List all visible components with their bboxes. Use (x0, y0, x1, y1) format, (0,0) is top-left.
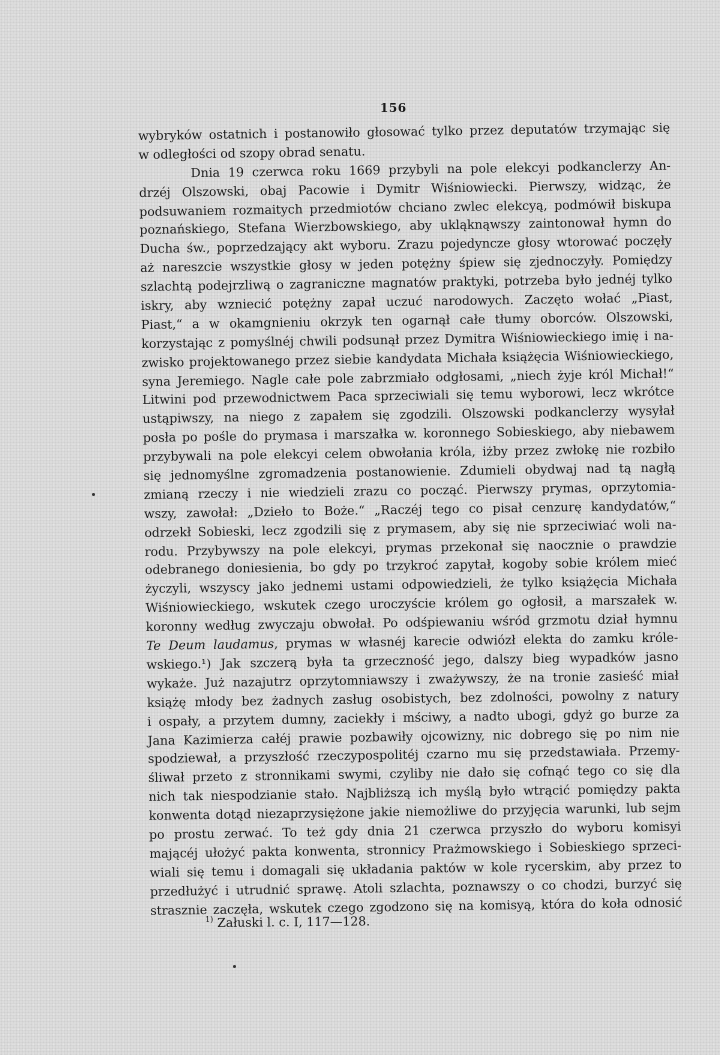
text-line: Ducha św., poprzedzający akt wyboru. Zrazu pojedyncze głosy wtorować poczęły (139, 232, 672, 257)
text-line: wiali się temu i domagali się układania paktów w kole rycerskim, aby przez to (149, 856, 682, 880)
text-line: Litwini pod przewodnictwem Paca sprzeciwiali się temu wyborowi, lecz wkrótce (142, 384, 675, 408)
footnote (205, 913, 370, 930)
text-line: Piast,“ a w okamgnieniu okrzyk ten ogarnął całe tłumy oborców. Olszowski, (140, 308, 674, 332)
text-line: Wiśniowieckiego, wskutek czego uroczyście królem go ogłosił, a marszałek w. (145, 591, 678, 616)
text-line: szlachtą podejrzliwą o zagraniczne magnatów praktyki, potrzeba było jednéj tylko (140, 270, 673, 295)
text-line: się jednomyślne zgromadzenia postanowienie. Zdumieli obydwaj nad tą nagłą (143, 459, 676, 483)
text-line: śliwał przeto z stronnikami swymi, czyliby nie dało się cofnąć tego co się dla (148, 761, 681, 786)
text-line: ustąpiwszy, na niego z zapałem się zgodzili. Olszowski podkanclerzy wysyłał (142, 402, 675, 427)
text-line: nich tak niespodzianie stało. Najbliższą ich myślą było wtrącić pomiędzy pakta (148, 780, 681, 805)
text-line: zmianą rzeczy i nie wiedzieli zrazu co począć. Pierwszy prymas, oprzytomia- (143, 478, 676, 502)
text-line: wskiego.¹) Jak szczerą była ta grzeczność jego, dalszy bieg wypadków jasno (146, 648, 679, 672)
text-line: życzyli, wszyscy jako jednemi ustami odpowiedzieli, że tylko książęcia Michała (145, 572, 678, 597)
text-line: w odległości od szopy obrad senatu. (138, 143, 366, 162)
text-line: iskry, aby wzniecić potężny zapał uczuć narodowych. Zaczęto wołać „Piast, (140, 289, 673, 313)
text-line: i ospały, a przytem dumny, zaciekły i mściwy, a nadto ubogi, gdyż go burze za (147, 705, 680, 729)
text-line: Dnia 19 czerwca roku 1669 przybyli na pole elekcyi podkanclerzy An- (190, 157, 671, 180)
text-line: wybryków ostatnich i postanowiło głosować tylko przez deputatów trzymając się (138, 119, 671, 143)
footnote-text: Załuski l. c. I, 117—128. (217, 913, 371, 930)
text-line: konwenta dotąd niezaprzysiężone jakie niemożliwe do przyjęcia warunki, lub sejm (148, 799, 681, 823)
text-line: mającéj ułożyć pakta konwenta, stronnicy Prażmowskiego i Sobieskiego sprzeci- (149, 837, 682, 861)
text-line: strasznie zaczęła, wskutek czego zgodzono się na komisyą, która do koła odnosić (150, 894, 683, 918)
text-line: książę młody bez żadnych zasług osobistych, bez zdolności, powolny z natury (146, 686, 680, 710)
text-line: podsuwaniem rozmaitych przedmiotów chciano zwlec elekcyą, podmówił biskupa (139, 195, 672, 219)
text-line: Te Deum laudamus, prymas w własnéj karecie odwiózł elekta do zamku króle- (146, 629, 679, 653)
body-text (138, 119, 682, 921)
text-line: wszy, zawołał: „Dzieło to Boże.“ „Raczéj tego co pisał cenzurę kandydatów,“ (143, 497, 677, 521)
text-line: wykaże. Już nazajutrz oprzytomniawszy i zważywszy, że na tronie zasieść miał (146, 667, 679, 691)
paper-speck (92, 493, 95, 496)
text-line: po prostu zerwać. To też gdy dnia 21 czerwca przyszło do wyboru komisyi (148, 818, 682, 842)
italic-phrase: Te Deum laudamus (146, 635, 275, 653)
text-line: Jana Kazimierza całéj prawie pozbawiły ojcowizny, nic dobrego się po nim nie (147, 724, 680, 748)
text-line: koronny według zwyczaju obwołał. Po odśpiewaniu wśród grzmotu dział hymnu (145, 610, 678, 635)
text-line: odebranego doniesienia, bo gdy po trzykroć zapytał, kogoby sobie królem mieć (144, 554, 678, 578)
page-number: 156 (380, 101, 407, 115)
text-line: poznańskiego, Stefana Wierzbowskiego, aby ukląknąwszy zaintonował hymn do (139, 214, 672, 238)
text-line: aż nareszcie wszystkie głosy w jeden potężny śpiew się zjednoczyły. Pomiędzy (140, 251, 673, 276)
text-line: posła po pośle do prymasa i marszałka w. koronnego Sobieskiego, aby niebawem (142, 421, 675, 446)
text-line: korzystając z pomyślnéj chwili podsunął przez Dymitra Wiśniowieckiego imię i na- (141, 327, 674, 351)
text-line: odrzekł Sobieski, lecz zgodzili się z prymasem, aby się nie sprzeciwiać woli na- (144, 516, 677, 540)
text-line: zwisko projektowanego przez siebie kandydata Michała książęcia Wiśniowieckiego, (141, 346, 674, 370)
paper-speck (233, 965, 236, 968)
text-line: drzéj Olszowski, obaj Pacowie i Dymitr Wiśniowiecki. Pierwszy, widząc, że (138, 176, 672, 200)
text-line: przybywali na pole elekcyi celem obwołania króla, iżby przez zwłokę nie rozbiło (143, 440, 676, 465)
text-line: syna Jeremiego. Nagle całe pole zabrzmiało odgłosami, „niech żyje król Michał!“ (141, 365, 675, 389)
footnote-marker: 1) (205, 914, 214, 924)
text-line: przedłużyć i utrudnić sprawę. Atoli szlachta, poznawszy o co chodzi, burzyć się (149, 875, 683, 899)
text-line: spodziewał, a przyszłość rzeczypospolitéj czarno mu się przedstawiała. Przemy- (147, 742, 680, 767)
text-line: rodu. Przybywszy na pole elekcyi, prymas przekonał się naocznie o prawdzie (144, 535, 677, 559)
